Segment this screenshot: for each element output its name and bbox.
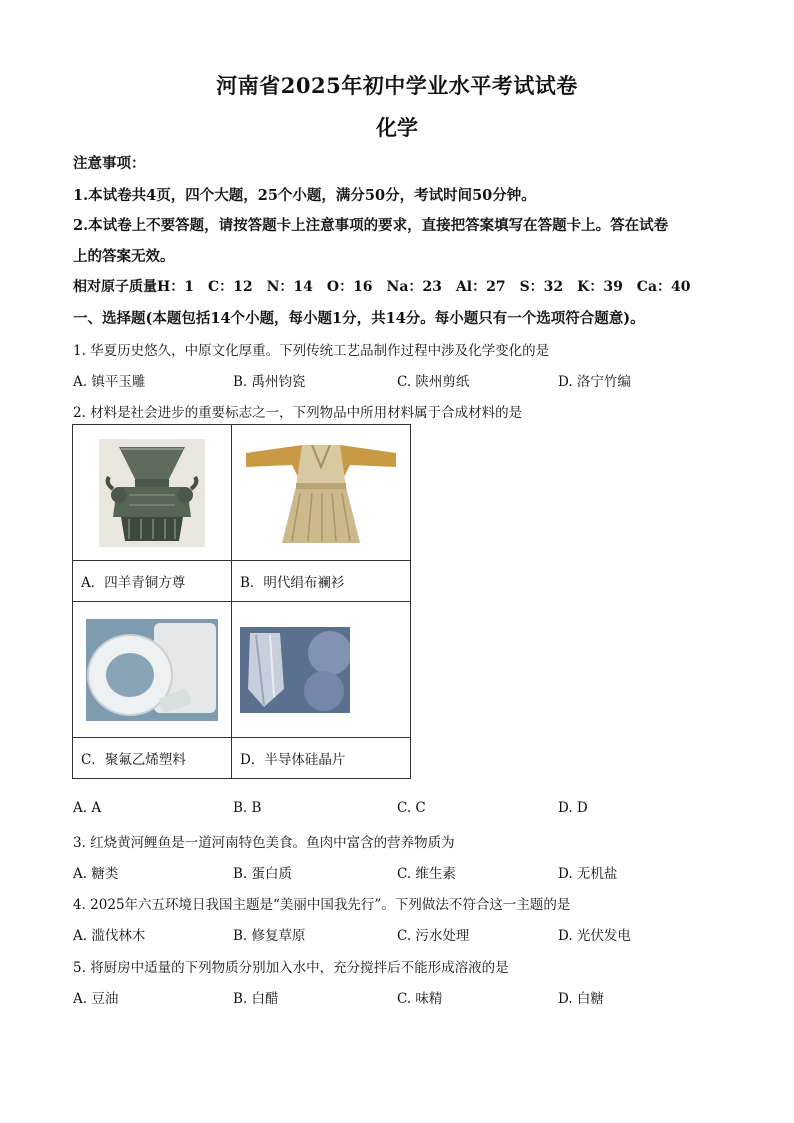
q1-option-c: C. 陕州剪纸: [397, 374, 470, 390]
q5-option-b: B. 白醋: [233, 991, 279, 1007]
q3-option-c: C. 维生素: [397, 866, 456, 882]
q3-option-a: A. 糖类: [73, 866, 119, 882]
exam-title: 河南省2025年初中学业水平考试试卷: [216, 73, 578, 98]
note-item-1: 1.本试卷共4页，四个大题，25个小题，满分50分，考试时间50分钟。: [73, 187, 536, 204]
q4-option-c: C. 污水处理: [397, 928, 470, 944]
q2-option-d: D. D: [558, 800, 588, 816]
atomic-masses: 相对原子质量H：1 C：12 N：14 O：16 Na：23 Al：27 S：32 K：39 Ca：40: [73, 279, 691, 295]
q4-option-a: A. 滥伐林木: [73, 928, 146, 944]
note-item-2-cont: 上的答案无效。: [73, 248, 175, 265]
notes-heading: 注意事项：: [73, 155, 146, 172]
q2-option-c: C. C: [397, 800, 426, 816]
q1-option-b: B. 禹州钧瓷: [233, 374, 306, 390]
q5-option-d: D. 白糖: [558, 991, 604, 1007]
figure-caption-b: B．明代绢布襕衫: [232, 561, 411, 602]
bronze-vessel-image: [99, 439, 205, 547]
q3-option-d: D. 无机盐: [558, 866, 618, 882]
figure-caption-c: C．聚氟乙烯塑料: [73, 738, 232, 779]
plastic-ring-image: [86, 619, 218, 721]
q1-option-a: A. 镇平玉雕: [73, 374, 146, 390]
q1-option-d: D. 洛宁竹编: [558, 374, 631, 390]
q5-option-a: A. 豆油: [73, 991, 119, 1007]
q2-option-b: B. B: [233, 800, 262, 816]
q2-option-a: A. A: [73, 800, 102, 816]
question-2-stem: 2. 材料是社会进步的重要标志之一，下列物品中所用材料属于合成材料的是: [73, 405, 523, 421]
q4-option-d: D. 光伏发电: [558, 928, 631, 944]
figure-table: [72, 424, 411, 779]
figure-cell-b: [232, 425, 411, 561]
figure-cell-c: [73, 602, 232, 738]
question-4-stem: 4. 2025年六五环境日我国主题是“美丽中国我先行”。下列做法不符合这一主题的是: [73, 897, 571, 913]
q5-option-c: C. 味精: [397, 991, 443, 1007]
note-item-2: 2.本试卷上不要答题，请按答题卡上注意事项的要求，直接把答案填写在答题卡上。答在试卷: [73, 217, 669, 234]
ming-robe-image: [242, 437, 400, 549]
figure-cell-d: [232, 602, 411, 738]
section-heading: 一、选择题(本题包括14个小题，每小题1分，共14分。每小题只有一个选项符合题意)。: [73, 310, 645, 327]
silicon-wafer-image: [240, 627, 350, 713]
figure-caption-a: A．四羊青铜方尊: [73, 561, 232, 602]
question-5-stem: 5. 将厨房中适量的下列物质分别加入水中，充分搅拌后不能形成溶液的是: [73, 960, 509, 976]
q3-option-b: B. 蛋白质: [233, 866, 293, 882]
question-3-stem: 3. 红烧黄河鲤鱼是一道河南特色美食。鱼肉中富含的营养物质为: [73, 835, 455, 851]
q4-option-b: B. 修复草原: [233, 928, 306, 944]
figure-cell-a: [73, 425, 232, 561]
figure-caption-d: D．半导体硅晶片: [232, 738, 411, 779]
subject-title: 化学: [376, 115, 418, 140]
question-1-stem: 1. 华夏历史悠久，中原文化厚重。下列传统工艺品制作过程中涉及化学变化的是: [73, 343, 550, 359]
